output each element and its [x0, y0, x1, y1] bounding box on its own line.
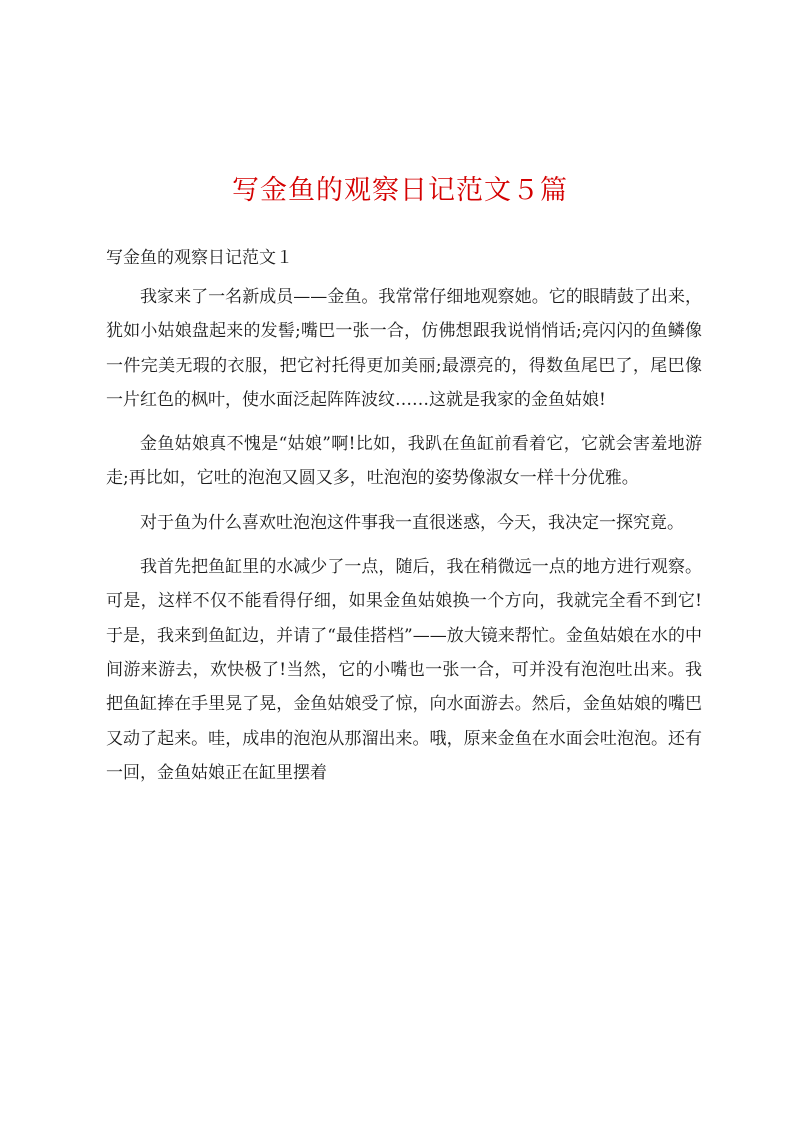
section-heading: 写金鱼的观察日记范文１ — [106, 248, 293, 268]
paragraph: 对于鱼为什么喜欢吐泡泡这件事我一直很迷惑，今天，我决定一探究竟。 — [140, 512, 684, 533]
paragraph: 金鱼姑娘真不愧是“姑娘”啊!比如，我趴在鱼缸前看着它，它就会害羞地游走;再比如，它吐的泡泡又圆又多，吐泡泡的姿势像淑女一样十分优雅。 — [106, 434, 702, 489]
paragraph: 我家来了一名新成员——金鱼。我常常仔细地观察她。它的眼睛鼓了出来，犹如小姑娘盘起来的发髻;嘴巴一张一合，仿佛想跟我说悄悄话;亮闪闪的鱼鳞像一件完美无瑕的衣服，把它衬托得更加美丽;最漂亮的，得数鱼尾巴了，尾巴像一片红色的枫叶，使水面泛起阵阵波纹……这就是我家的金鱼姑娘! — [106, 287, 702, 410]
paragraph: 我首先把鱼缸里的水减少了一点，随后，我在稍微远一点的地方进行观察。可是，这样不仅不能看得仔细，如果金鱼姑娘换一个方向，我就完全看不到它!于是，我来到鱼缸边，并请了“最佳搭档”——放大镜来帮忙。金鱼姑娘在水的中间游来游去，欢快极了!当然，它的小嘴也一张一合，可并没有泡泡吐出来。我把鱼缸捧在手里晃了晃，金鱼姑娘受了惊，向水面游去。然后，金鱼姑娘的嘴巴又动了起来。哇，成串的泡泡从那溜出来。哦，原来金鱼在水面会吐泡泡。还有一回，金鱼姑娘正在缸里摆着 — [106, 557, 702, 783]
document-body — [106, 280, 702, 800]
document-title: 写金鱼的观察日记范文５篇 — [232, 175, 568, 206]
